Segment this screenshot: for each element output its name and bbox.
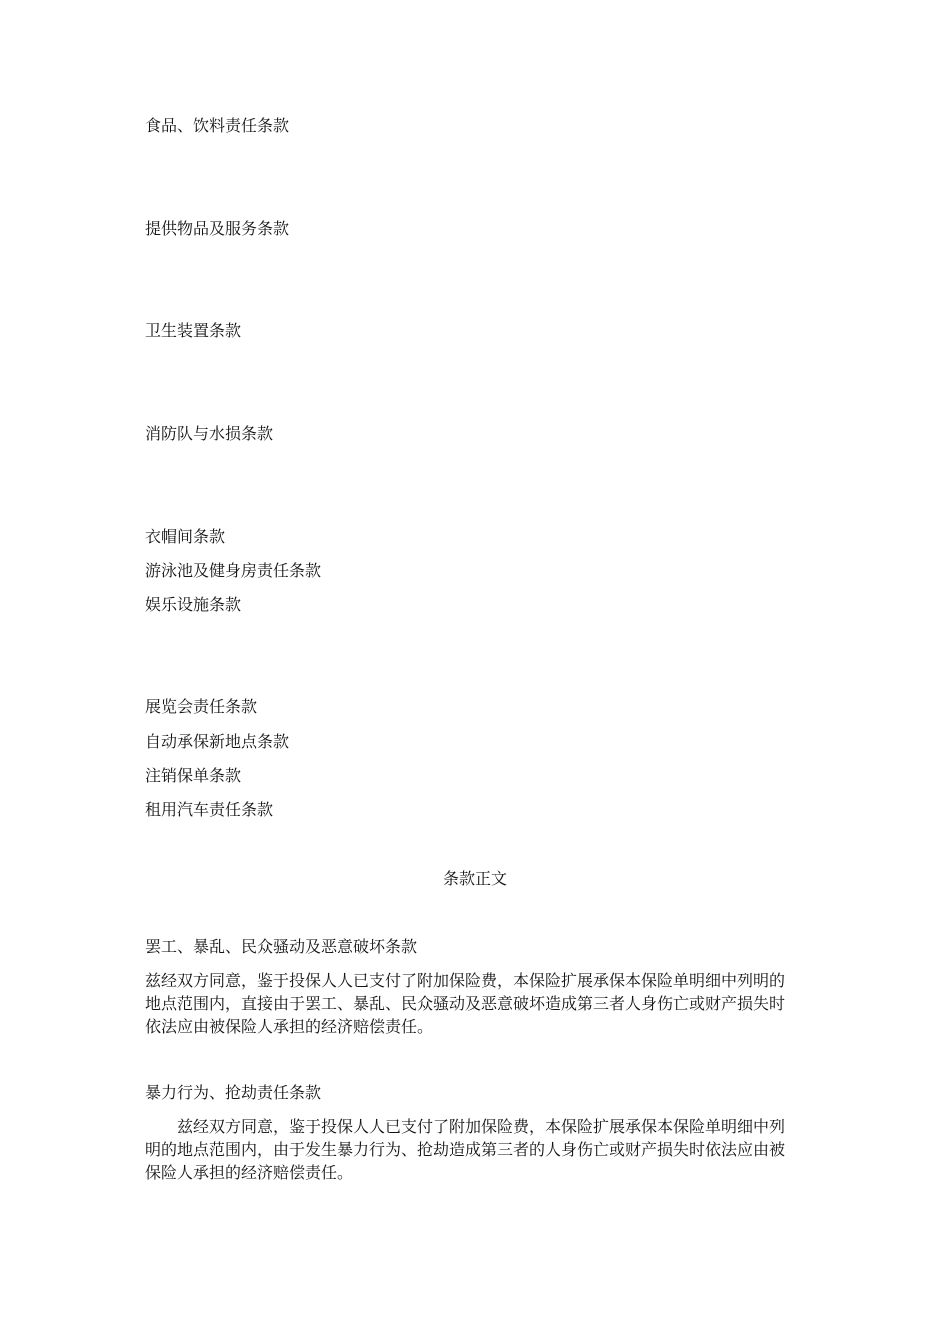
- clause-body-line: 依法应由被保险人承担的经济赔偿责任。: [145, 1017, 434, 1036]
- clause-list-item: 注销保单条款: [145, 766, 242, 785]
- clause-list-item: 租用汽车责任条款: [145, 800, 274, 819]
- clause-list-item: 衣帽间条款: [145, 527, 226, 546]
- clause-body: [145, 969, 811, 1038]
- clause-body-line: 兹经双方同意，鉴于投保人人已支付了附加保险费，本保险扩展承保本保险单明细中列明的: [145, 971, 786, 990]
- clause-body-line: 地点范围内，直接由于罢工、暴乱、民众骚动及恶意破坏造成第三者人身伤亡或财产损失时: [145, 994, 786, 1013]
- clause-body-line: 兹经双方同意，鉴于投保人人已支付了附加保险费，本保险扩展承保本保险单明细中列: [177, 1117, 786, 1136]
- clause-body-line: 明的地点范围内，由于发生暴力行为、抢劫造成第三者的人身伤亡或财产损失时依法应由被: [145, 1140, 786, 1159]
- clause-heading: 罢工、暴乱、民众骚动及恶意破坏条款: [145, 937, 418, 956]
- clause-heading: 暴力行为、抢劫责任条款: [145, 1083, 322, 1102]
- clause-list-item: 游泳池及健身房责任条款: [145, 561, 322, 580]
- section-title: 条款正文: [442, 869, 507, 888]
- clause-list-item: 娱乐设施条款: [145, 595, 242, 614]
- clause-list-item: 消防队与水损条款: [145, 424, 274, 443]
- clause-list-item: 提供物品及服务条款: [145, 219, 290, 238]
- clause-list-item: 卫生装置条款: [145, 321, 242, 340]
- clause-list-item: 展览会责任条款: [145, 697, 258, 716]
- clause-list-item: 食品、饮料责任条款: [145, 116, 290, 135]
- clause-list-item: 自动承保新地点条款: [145, 732, 290, 751]
- clause-body-line: 保险人承担的经济赔偿责任。: [145, 1163, 354, 1182]
- clause-body: [145, 1115, 811, 1184]
